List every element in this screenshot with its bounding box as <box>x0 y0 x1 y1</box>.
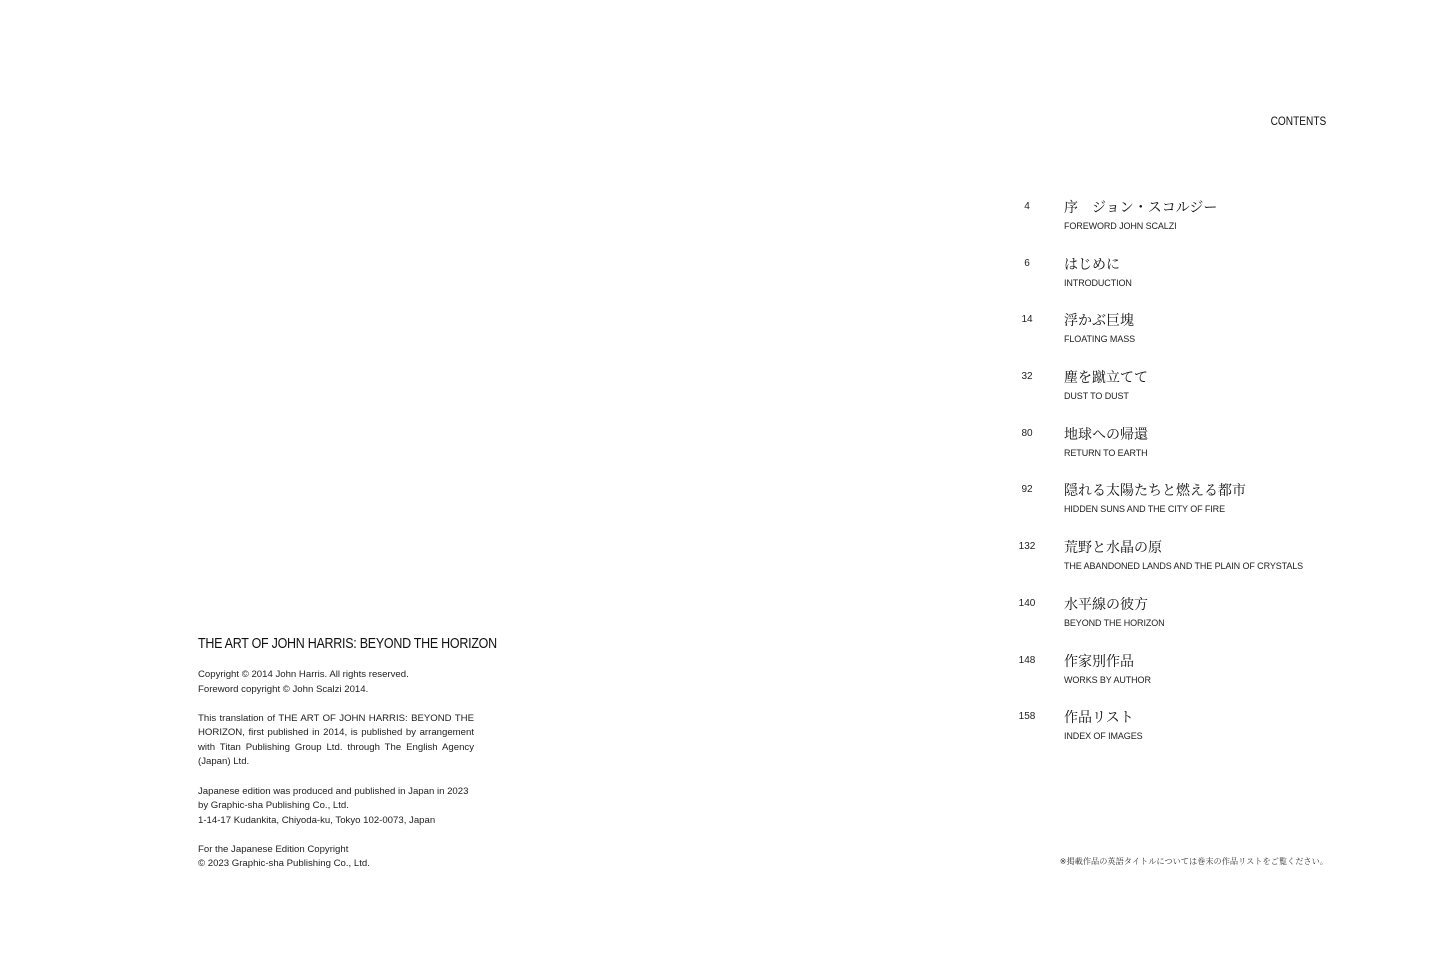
edition-line: by Graphic-sha Publishing Co., Ltd. <box>198 800 349 812</box>
translation-line: HORIZON, first published in 2014, is published by arrangement <box>198 727 474 739</box>
footnote: ※掲載作品の英語タイトルについては巻末の作品リストをご覧ください。 <box>1059 856 1328 866</box>
toc-page-number: 92 <box>1021 484 1033 496</box>
jp-copyright-line: © 2023 Graphic-sha Publishing Co., Ltd. <box>198 858 370 870</box>
toc-page-number: 14 <box>1021 314 1033 326</box>
toc-entry[interactable] <box>1001 538 1341 595</box>
toc-title-en: INDEX OF IMAGES <box>1064 731 1143 742</box>
toc-page-number: 148 <box>1018 654 1036 666</box>
jp-copyright-line: For the Japanese Edition Copyright <box>198 843 349 855</box>
toc-title-en: DUST TO DUST <box>1064 391 1129 402</box>
toc-page-number: 32 <box>1021 371 1033 383</box>
colophon <box>198 634 497 887</box>
toc-title-en: WORKS BY AUTHOR <box>1064 674 1151 685</box>
translation-line: (Japan) Ltd. <box>198 756 250 768</box>
toc-title-en: FLOATING MASS <box>1064 334 1136 345</box>
translation-line: This translation of THE ART OF JOHN HARRIS: BEYOND THE <box>198 712 474 724</box>
contents-heading: CONTENTS <box>1270 116 1326 128</box>
toc-title-en: RETURN TO EARTH <box>1064 447 1148 458</box>
toc-page-number: 132 <box>1018 541 1036 553</box>
translation-notice <box>198 712 474 770</box>
toc-title-jp: 地球への帰還 <box>1064 426 1148 443</box>
right-page <box>721 0 1442 978</box>
toc-title-en: BEYOND THE HORIZON <box>1064 617 1165 628</box>
toc-title-jp: 荒野と水晶の原 <box>1064 540 1162 557</box>
toc-page-number: 4 <box>1024 201 1030 212</box>
toc-title-jp: 塵を蹴立てて <box>1064 370 1148 387</box>
toc-title-en: HIDDEN SUNS AND THE CITY OF FIRE <box>1064 504 1225 515</box>
edition-line: Japanese edition was produced and published in Japan in 2023 <box>198 785 469 797</box>
translation-line: with Titan Publishing Group Ltd. through The English Agency <box>198 741 474 753</box>
toc-entry[interactable] <box>1001 708 1341 765</box>
table-of-contents <box>1001 198 1341 765</box>
copyright-notice <box>198 668 474 697</box>
copyright-line: Foreword copyright © John Scalzi 2014. <box>198 683 369 695</box>
toc-title-jp: 浮かぶ巨塊 <box>1064 313 1134 330</box>
toc-title-jp: 水平線の彼方 <box>1064 596 1148 613</box>
toc-page-number: 158 <box>1018 711 1036 723</box>
toc-page-number: 6 <box>1024 257 1030 269</box>
toc-entry[interactable] <box>1001 311 1341 368</box>
toc-title-en: THE ABANDONED LANDS AND THE PLAIN OF CRYSTALS <box>1064 561 1304 572</box>
toc-entry[interactable] <box>1001 481 1341 538</box>
toc-title-jp: 作品リスト <box>1064 710 1134 727</box>
toc-entry[interactable] <box>1001 652 1341 709</box>
toc-entry[interactable] <box>1001 595 1341 652</box>
copyright-line: Copyright © 2014 John Harris. All rights reserved. <box>198 669 409 680</box>
toc-entry[interactable] <box>1001 255 1341 312</box>
japanese-edition-notice <box>198 785 474 829</box>
toc-page-number: 140 <box>1018 597 1036 609</box>
toc-entry[interactable] <box>1001 425 1341 482</box>
japanese-copyright-notice <box>198 843 474 872</box>
toc-title-jp: 作家別作品 <box>1064 653 1134 670</box>
toc-title-en: FOREWORD JOHN SCALZI <box>1064 221 1177 231</box>
toc-page-number: 80 <box>1021 427 1033 439</box>
toc-title-jp: 隠れる太陽たちと燃える都市 <box>1064 483 1246 500</box>
toc-title-jp: はじめに <box>1064 256 1120 273</box>
toc-entry[interactable] <box>1001 198 1341 255</box>
edition-line: 1-14-17 Kudankita, Chiyoda-ku, Tokyo 102-0073, Japan <box>198 814 436 826</box>
toc-title-en: INTRODUCTION <box>1064 277 1132 288</box>
toc-entry[interactable] <box>1001 368 1341 425</box>
toc-title-jp: 序 ジョン・スコルジー <box>1064 200 1218 216</box>
colophon-title: THE ART OF JOHN HARRIS: BEYOND THE HORIZON <box>198 636 497 652</box>
